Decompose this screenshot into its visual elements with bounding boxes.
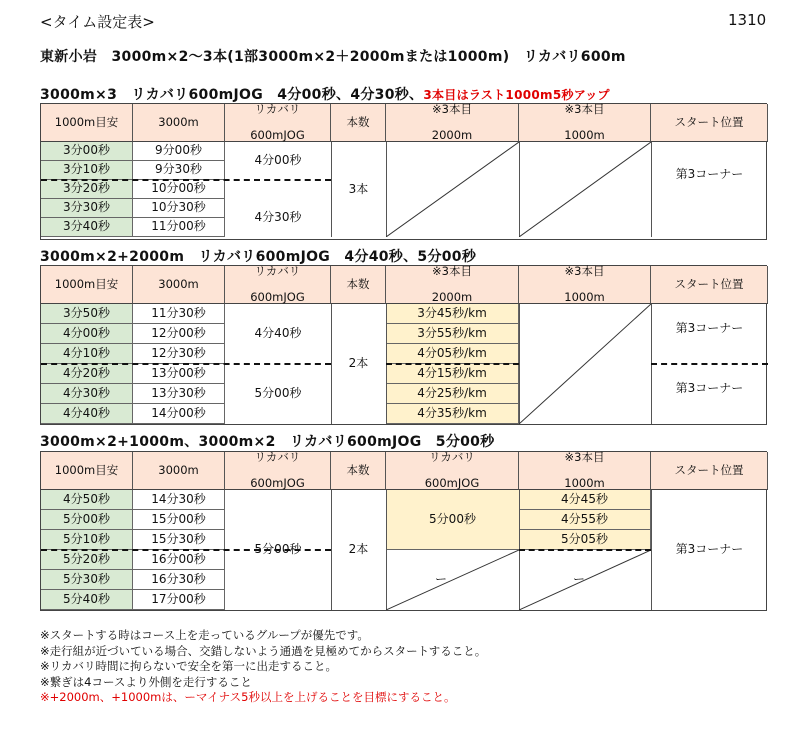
dash-mark: ー bbox=[572, 572, 585, 587]
column-header: ※3本目 1000m bbox=[519, 452, 651, 490]
time-3000m-cell: 12分30秒 bbox=[133, 344, 225, 364]
start-cell: 第3コーナー bbox=[675, 381, 744, 396]
recovery-2-cell: 5分00秒 bbox=[386, 490, 519, 550]
grid-line bbox=[651, 490, 652, 610]
column-header: 3000m bbox=[133, 104, 225, 142]
pace-cell: 3分40秒 bbox=[41, 218, 133, 237]
count-cell: 3本 bbox=[348, 181, 369, 196]
column-header: 1000m目安 bbox=[41, 104, 133, 142]
section-3-table bbox=[40, 451, 767, 611]
pace-cell: 5分20秒 bbox=[41, 550, 133, 570]
time-3000m-cell: 13分30秒 bbox=[133, 384, 225, 404]
notes bbox=[40, 628, 486, 706]
recovery-cell: 4分40秒 bbox=[254, 326, 302, 341]
pace-cell: 5分30秒 bbox=[41, 570, 133, 590]
section-2-table bbox=[40, 265, 767, 425]
column-header: 本数 bbox=[331, 452, 386, 490]
column-header: リカバリ 600mJOG bbox=[225, 266, 331, 304]
start-cell: 第3コーナー bbox=[675, 542, 744, 557]
time-3000m-cell: 9分00秒 bbox=[133, 142, 225, 161]
pace-1000m-cell: 4分55秒 bbox=[519, 510, 651, 530]
time-3000m-cell: 10分00秒 bbox=[133, 180, 225, 199]
column-header: 3000m bbox=[133, 266, 225, 304]
pace-cell: 4分30秒 bbox=[41, 384, 133, 404]
column-header: リカバリ 600mJOG bbox=[225, 104, 331, 142]
column-header: スタート位置 bbox=[651, 266, 768, 304]
time-3000m-cell: 10分30秒 bbox=[133, 199, 225, 218]
pace-2000m-cell: 4分05秒/km bbox=[386, 344, 519, 364]
page-title: <タイム設定表> bbox=[40, 13, 155, 31]
divider-dashed bbox=[651, 363, 768, 365]
time-3000m-cell: 17分00秒 bbox=[133, 590, 225, 610]
section-1-heading-text: 3000m×3 リカバリ600mJOG 4分00秒、4分30秒、 bbox=[40, 87, 424, 103]
column-header: 1000m目安 bbox=[41, 452, 133, 490]
note-item: ※走行組が近づいている場合、交錯しないよう通過を見極めてからスタートすること。 bbox=[40, 643, 487, 658]
column-header: 本数 bbox=[331, 266, 386, 304]
pace-2000m-cell: 3分45秒/km bbox=[386, 304, 519, 324]
divider-dashed bbox=[519, 549, 651, 551]
pace-cell: 5分40秒 bbox=[41, 590, 133, 610]
grid-line bbox=[331, 304, 332, 424]
pace-2000m-cell: 4分35秒/km bbox=[386, 404, 519, 424]
column-header: スタート位置 bbox=[651, 104, 768, 142]
start-cell: 第3コーナー bbox=[675, 321, 744, 336]
count-cell: 2本 bbox=[348, 542, 369, 557]
diagonal-strike bbox=[519, 142, 651, 237]
pace-1000m-cell: 4分45秒 bbox=[519, 490, 651, 510]
divider-dashed bbox=[386, 363, 519, 365]
column-header: リカバリ 600mJOG bbox=[386, 452, 519, 490]
column-header: ※3本目 2000m bbox=[386, 104, 519, 142]
section-1-table bbox=[40, 103, 767, 240]
pace-2000m-cell: 3分55秒/km bbox=[386, 324, 519, 344]
column-header: ※3本目 1000m bbox=[519, 104, 651, 142]
pace-cell: 3分00秒 bbox=[41, 142, 133, 161]
grid-line bbox=[651, 142, 652, 237]
dash-mark: ー bbox=[434, 572, 447, 587]
time-3000m-cell: 13分00秒 bbox=[133, 364, 225, 384]
pace-2000m-cell: 4分15秒/km bbox=[386, 364, 519, 384]
time-3000m-cell: 15分30秒 bbox=[133, 530, 225, 550]
recovery-cell: 4分00秒 bbox=[254, 153, 302, 168]
pace-cell: 3分20秒 bbox=[41, 180, 133, 199]
pace-cell: 4分20秒 bbox=[41, 364, 133, 384]
section-1-heading-note: 3本目はラスト1000m5秒アップ bbox=[423, 88, 610, 102]
section-1-heading bbox=[40, 84, 610, 104]
recovery-cell: 5分00秒 bbox=[254, 542, 302, 557]
pace-2000m-cell: 4分25秒/km bbox=[386, 384, 519, 404]
note-important: ※+2000m、+1000mは、ーマイナス5秒以上を上げることを目標にすること。 bbox=[40, 690, 456, 704]
column-header: 3000m bbox=[133, 452, 225, 490]
count-cell: 2本 bbox=[348, 356, 369, 371]
divider-dashed bbox=[41, 549, 331, 551]
recovery-cell: 4分30秒 bbox=[254, 210, 302, 225]
time-3000m-cell: 9分30秒 bbox=[133, 161, 225, 180]
column-header: 本数 bbox=[331, 104, 386, 142]
pace-cell: 3分50秒 bbox=[41, 304, 133, 324]
time-3000m-cell: 16分30秒 bbox=[133, 570, 225, 590]
time-3000m-cell: 14分30秒 bbox=[133, 490, 225, 510]
time-3000m-cell: 11分00秒 bbox=[133, 218, 225, 237]
column-header: 1000m目安 bbox=[41, 266, 133, 304]
start-cell: 第3コーナー bbox=[675, 167, 744, 182]
time-3000m-cell: 14分00秒 bbox=[133, 404, 225, 424]
note-item: ※スタートする時はコース上を走っているグループが優先です。 bbox=[40, 628, 369, 642]
column-header: ※3本目 2000m bbox=[386, 266, 519, 304]
pace-cell: 3分30秒 bbox=[41, 199, 133, 218]
time-3000m-cell: 15分00秒 bbox=[133, 510, 225, 530]
page-subtitle: 東新小岩 3000m×2～3本(1部3000m×2＋2000mまたは1000m) リカバリ600m bbox=[40, 49, 626, 65]
pace-cell: 5分00秒 bbox=[41, 510, 133, 530]
time-3000m-cell: 12分00秒 bbox=[133, 324, 225, 344]
grid-line bbox=[331, 142, 332, 237]
diagonal-strike bbox=[386, 550, 519, 610]
note-item: ※繋ぎは4コースより外側を走行すること bbox=[40, 674, 252, 689]
pace-cell: 3分10秒 bbox=[41, 161, 133, 180]
section-2-heading: 3000m×2+2000m リカバリ600mJOG 4分40秒、5分00秒 bbox=[40, 249, 477, 265]
pace-cell: 4分00秒 bbox=[41, 324, 133, 344]
column-header: ※3本目 1000m bbox=[519, 266, 651, 304]
pace-1000m-cell: 5分05秒 bbox=[519, 530, 651, 550]
grid-line bbox=[331, 490, 332, 610]
column-header: リカバリ 600mJOG bbox=[225, 452, 331, 490]
pace-cell: 5分10秒 bbox=[41, 530, 133, 550]
time-3000m-cell: 16分00秒 bbox=[133, 550, 225, 570]
column-header: スタート位置 bbox=[651, 452, 768, 490]
document-code: 1310 bbox=[728, 11, 767, 29]
divider-dashed bbox=[41, 363, 331, 365]
recovery-cell: 5分00秒 bbox=[254, 386, 302, 401]
diagonal-strike bbox=[386, 142, 519, 237]
note-item: ※リカバリ時間に拘らないで安全を第一に出走すること。 bbox=[40, 659, 338, 673]
pace-cell: 4分50秒 bbox=[41, 490, 133, 510]
pace-cell: 4分40秒 bbox=[41, 404, 133, 424]
time-3000m-cell: 11分30秒 bbox=[133, 304, 225, 324]
pace-cell: 4分10秒 bbox=[41, 344, 133, 364]
section-3-heading: 3000m×2+1000m、3000m×2 リカバリ600mJOG 5分00秒 bbox=[40, 434, 495, 450]
diagonal-strike bbox=[519, 304, 651, 424]
divider-dashed bbox=[41, 179, 331, 181]
